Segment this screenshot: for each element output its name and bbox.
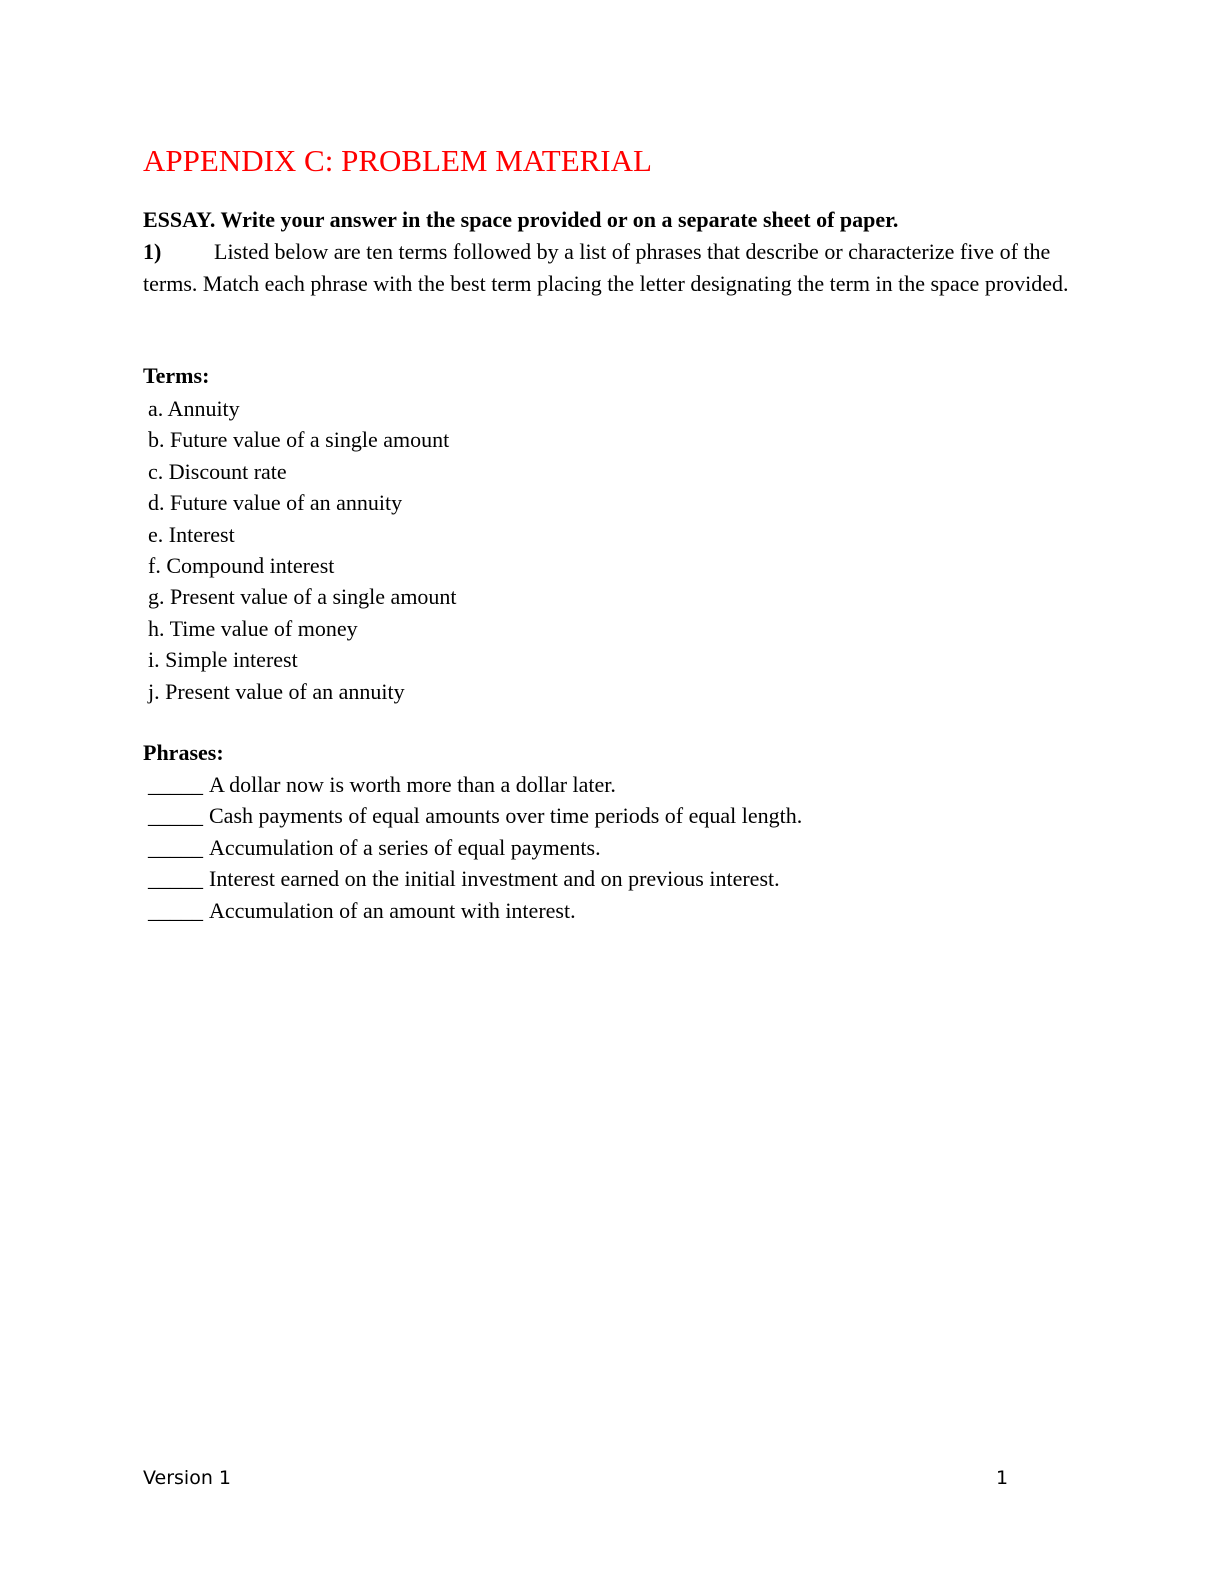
terms-list — [148, 393, 457, 707]
term-item: c. Discount rate — [148, 458, 287, 484]
phrase-text: Accumulation of a series of equal payments. — [209, 834, 601, 860]
answer-blank: _____ — [148, 803, 203, 829]
phrase-text: A dollar now is worth more than a dollar later. — [209, 772, 616, 797]
term-item: a. Annuity — [148, 396, 240, 421]
phrases-list — [148, 769, 802, 926]
page-number: 1 — [996, 1467, 1009, 1489]
phrase-text: Accumulation of an amount with interest. — [209, 897, 576, 923]
term-item: g. Present value of a single amount — [148, 584, 457, 610]
term-item: h. Time value of money — [148, 615, 358, 641]
phrase-item — [148, 832, 802, 863]
phrase-text: Cash payments of equal amounts over time periods of equal length. — [209, 803, 803, 829]
phrases-heading: Phrases: — [143, 740, 224, 765]
answer-blank: _____ — [148, 897, 203, 923]
answer-blank: _____ — [148, 834, 203, 860]
phrase-item — [148, 800, 802, 831]
term-item: i. Simple interest — [148, 647, 298, 673]
phrase-item — [148, 895, 802, 926]
term-item: j. Present value of an annuity — [148, 678, 405, 704]
term-item: f. Compound interest — [148, 553, 335, 579]
term-item: d. Future value of an annuity — [148, 490, 403, 516]
phrase-text: Interest earned on the initial investment and on previous interest. — [209, 866, 780, 892]
phrase-item — [148, 863, 802, 894]
phrase-item — [148, 769, 802, 800]
essay-instructions: ESSAY. Write your answer in the space provided or on a separate sheet of paper. — [143, 207, 899, 232]
page-title: APPENDIX C: PROBLEM MATERIAL — [143, 143, 652, 178]
answer-blank: _____ — [148, 772, 203, 797]
footer-version: Version 1 — [143, 1467, 231, 1489]
term-item: e. Interest — [148, 521, 235, 547]
answer-blank: _____ — [148, 866, 203, 892]
question-text: Listed below are ten terms followed by a list of phrases that describe or characterize five of the terms. Match each phrase with the best term placing the letter designating the term in the space provided. — [143, 239, 1069, 296]
question-number: 1) — [143, 239, 162, 264]
question-1 — [143, 236, 1078, 299]
term-item: b. Future value of a single amount — [148, 427, 450, 453]
terms-heading: Terms: — [143, 363, 210, 388]
